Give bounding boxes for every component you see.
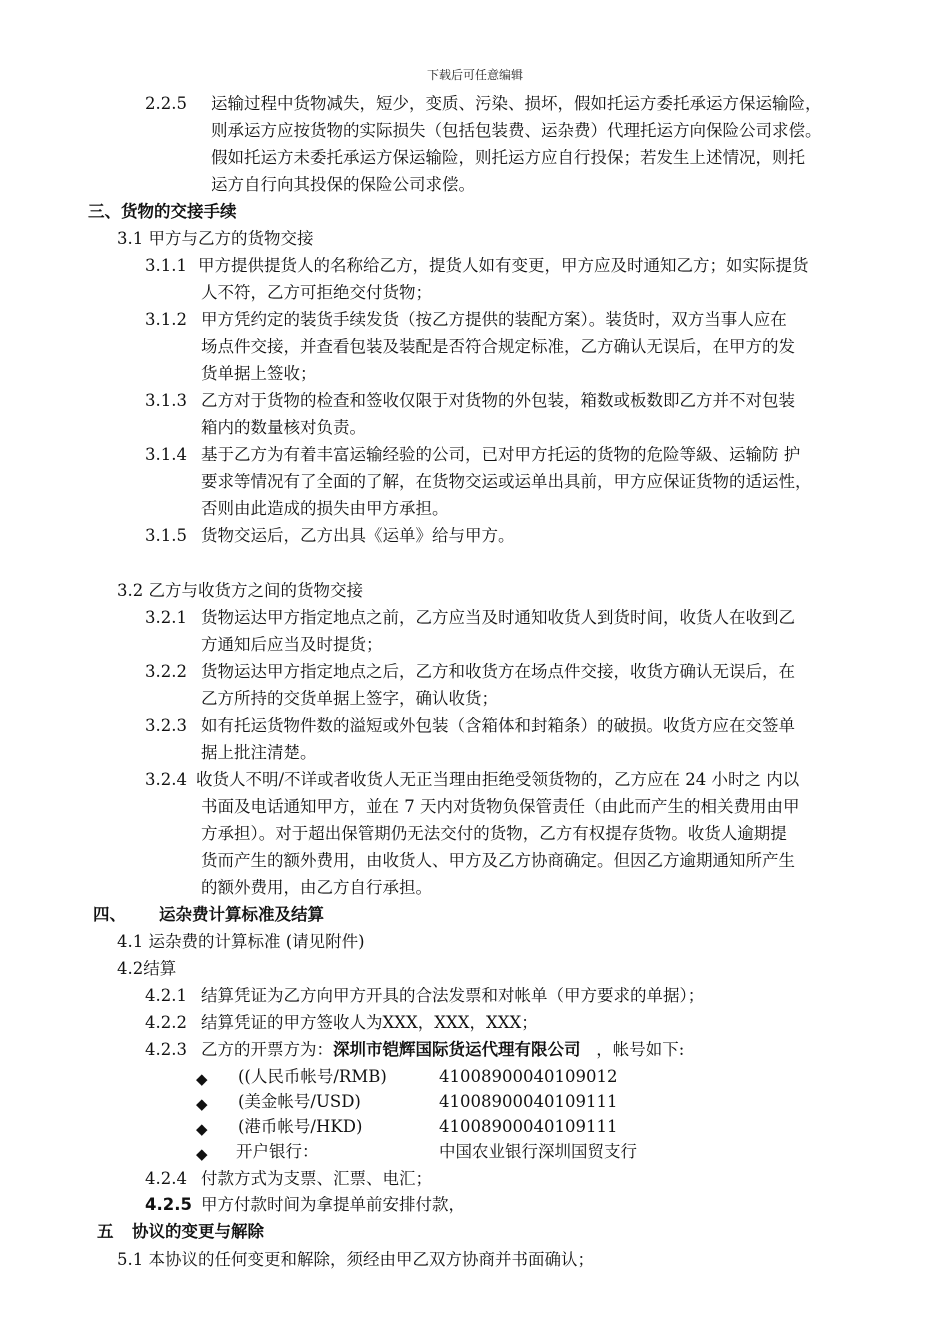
account-label: (美金帐号/USD) bbox=[238, 1092, 361, 1111]
account-label: ((人民币帐号/RMB) bbox=[238, 1067, 387, 1086]
subsection-title: 4.2结算 bbox=[117, 959, 177, 978]
clause-line: 基于乙方为有着丰富运输经验的公司，已对甲方托运的货物的危险等級、运输防 护 bbox=[201, 445, 801, 464]
clause-line: 如有托运货物件数的溢短或外包装（含箱体和封箱条）的破损。收货方应在交签单 bbox=[201, 716, 795, 735]
clause-line: 货物运达甲方指定地点之后，乙方和收货方在场点件交接，收货方确认无误后，在 bbox=[201, 662, 795, 681]
clause-number: 2.2.5 bbox=[145, 94, 187, 113]
clause-line bbox=[201, 1042, 684, 1059]
clause-line: 付款方式为支票、汇票、电汇； bbox=[201, 1169, 432, 1188]
clause-number: 3.1.5 bbox=[145, 526, 187, 545]
subsection-title: 3.1 甲方与乙方的货物交接 bbox=[117, 229, 314, 248]
clause-number: 3.2.4 bbox=[145, 770, 187, 789]
clause-line: 乙方对于货物的检查和签收仅限于对货物的外包装，箱数或板数即乙方并不对包装 bbox=[201, 391, 795, 410]
clause-line: 据上批注清楚。 bbox=[201, 743, 317, 762]
clause-line: 甲方提供提货人的名称给乙方，提货人如有变更，甲方应及时通知乙方；如实际提货 bbox=[198, 256, 809, 275]
account-label: (港币帐号/HKD) bbox=[238, 1117, 363, 1136]
diamond-bullet-icon: ◆ bbox=[196, 1095, 208, 1113]
clause-line: 结算凭证的甲方签收人为XXX，XXX，XXX； bbox=[201, 1013, 538, 1032]
clause-number: 3.1.3 bbox=[145, 391, 187, 410]
clause-number: 4.2.3 bbox=[145, 1040, 187, 1059]
section-heading: 三、货物的交接手续 bbox=[88, 202, 237, 221]
clause-line: 的额外费用，由乙方自行承担。 bbox=[201, 878, 432, 897]
clause-number: 3.2.3 bbox=[145, 716, 187, 735]
clause-line: 方通知后应当及时提货； bbox=[201, 635, 383, 654]
clause-line: 则承运方应按货物的实际损失（包括包装费、运杂费）代理托运方向保险公司求偿。 bbox=[211, 121, 822, 140]
account-value: 41008900040109111 bbox=[439, 1092, 618, 1111]
clause-number: 3.1.2 bbox=[145, 310, 187, 329]
clause-number: 4.2.5 bbox=[145, 1195, 192, 1214]
invoice-suffix: ，帐号如下: bbox=[580, 1040, 685, 1059]
subsection-title: 3.2 乙方与收货方之间的货物交接 bbox=[117, 581, 363, 600]
diamond-bullet-icon: ◆ bbox=[196, 1070, 208, 1088]
clause-line: 乙方所持的交货单据上签字，确认收货； bbox=[201, 689, 498, 708]
subsection-title: 5.1 本协议的任何变更和解除，须经由甲乙双方协商并书面确认； bbox=[117, 1250, 594, 1269]
company-name: 深圳市铠辉国际货运代理有限公司 bbox=[333, 1040, 581, 1059]
invoice-prefix: 乙方的开票方为： bbox=[201, 1040, 333, 1059]
clause-line: 方承担）。对于超出保管期仍无法交付的货物，乙方有权提存货物。收货人逾期提 bbox=[201, 824, 787, 843]
clause-line: 收货人不明/不详或者收货人无正当理由拒绝受领货物的，乙方应在 24 小时之 内以 bbox=[196, 770, 800, 789]
subsection-title: 4.1 运杂费的计算标准 (请见附件) bbox=[117, 932, 365, 951]
clause-line: 货而产生的额外费用，由收货人、甲方及乙方协商确定。但因乙方逾期通知所产生 bbox=[201, 851, 795, 870]
clause-number: 3.1.1 bbox=[145, 256, 187, 275]
account-label: 开户银行： bbox=[236, 1142, 319, 1161]
clause-line: 货单据上签收； bbox=[201, 364, 317, 383]
account-value: 41008900040109012 bbox=[439, 1067, 618, 1086]
section-heading: 协议的变更与解除 bbox=[132, 1222, 264, 1241]
clause-number: 4.2.4 bbox=[145, 1169, 187, 1188]
clause-number: 4.2.1 bbox=[145, 986, 187, 1005]
clause-line: 否则由此造成的损失由甲方承担。 bbox=[201, 499, 449, 518]
clause-line: 要求等情况有了全面的了解，在货物交运或运单出具前，甲方应保证货物的适运性， bbox=[201, 472, 812, 491]
diamond-bullet-icon: ◆ bbox=[196, 1145, 208, 1163]
clause-line: 甲方凭约定的装货手续发货（按乙方提供的装配方案）。装货时，双方当事人应在 bbox=[201, 310, 787, 329]
clause-number: 4.2.2 bbox=[145, 1013, 187, 1032]
clause-line: 甲方付款时间为拿提单前安排付款， bbox=[201, 1195, 465, 1214]
clause-line: 箱内的数量核对负责。 bbox=[201, 418, 366, 437]
clause-line: 书面及电话通知甲方，並在 7 天内对货物负保管责任（由此而产生的相关费用由甲 bbox=[201, 797, 800, 816]
clause-number: 3.2.1 bbox=[145, 608, 187, 627]
clause-number: 3.2.2 bbox=[145, 662, 187, 681]
section-heading: 运杂费计算标准及结算 bbox=[159, 905, 324, 924]
clause-line: 假如托运方未委托承运方保运输险，则托运方应自行投保；若发生上述情况，则托 bbox=[211, 148, 805, 167]
section-number: 四、 bbox=[93, 905, 126, 924]
clause-line: 货物运达甲方指定地点之前，乙方应当及时通知收货人到货时间，收货人在收到乙 bbox=[201, 608, 795, 627]
clause-line: 场点件交接，并查看包装及装配是否符合规定标准，乙方确认无误后，在甲方的发 bbox=[201, 337, 795, 356]
page-header: 下载后可任意编辑 bbox=[426, 68, 523, 82]
clause-number: 3.1.4 bbox=[145, 445, 187, 464]
account-value: 41008900040109111 bbox=[439, 1117, 618, 1136]
diamond-bullet-icon: ◆ bbox=[196, 1120, 208, 1138]
clause-line: 结算凭证为乙方向甲方开具的合法发票和对帐单（甲方要求的单据）； bbox=[201, 986, 705, 1005]
clause-line: 运方自行向其投保的保险公司求偿。 bbox=[211, 175, 475, 194]
clause-line: 运输过程中货物减失，短少，变质、污染、损坏，假如托运方委托承运方保运输险， bbox=[211, 94, 822, 113]
clause-line: 人不符，乙方可拒绝交付货物； bbox=[201, 283, 432, 302]
section-number: 五 bbox=[97, 1222, 114, 1241]
account-value: 中国农业银行深圳国贸支行 bbox=[439, 1142, 637, 1161]
clause-line: 货物交运后，乙方出具《运单》给与甲方。 bbox=[201, 526, 515, 545]
